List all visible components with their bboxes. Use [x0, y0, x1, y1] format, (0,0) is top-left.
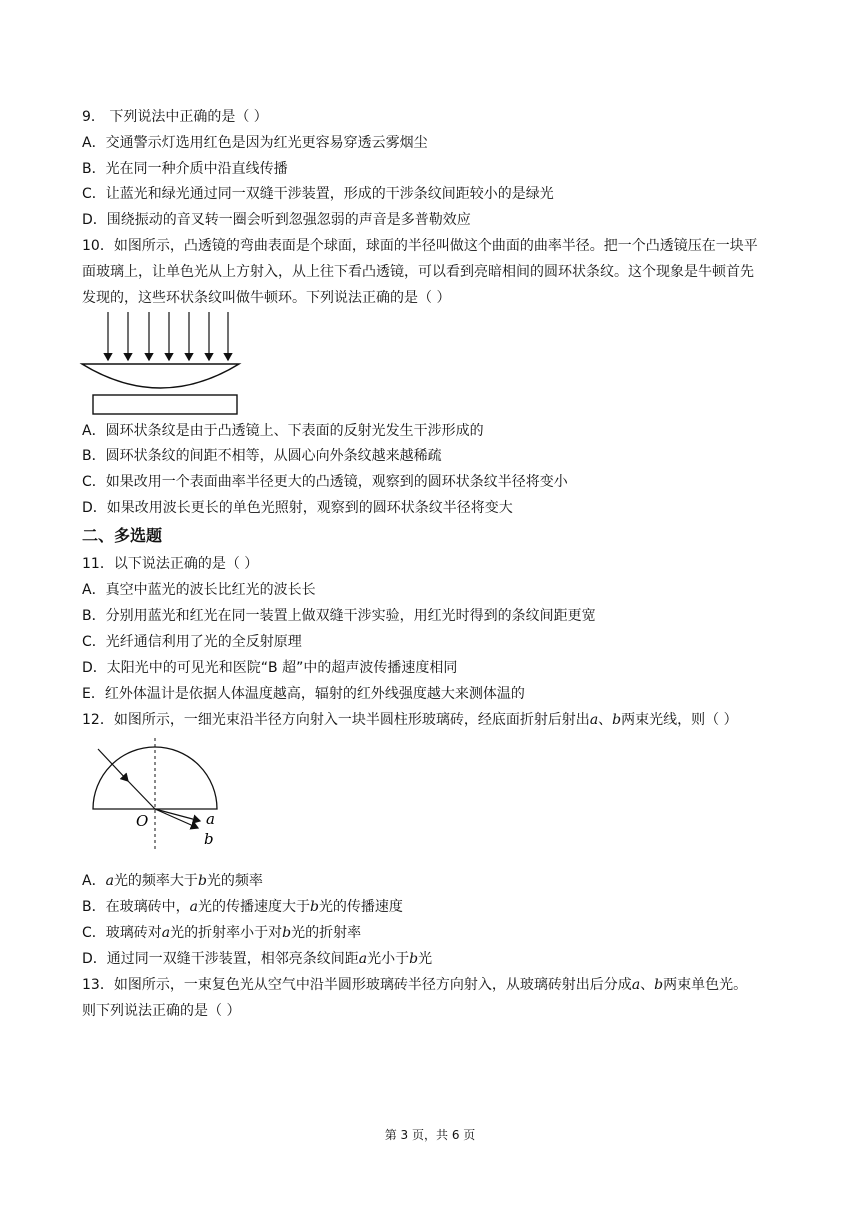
q12-stem	[82, 710, 738, 730]
q11-option-a: A．真空中蓝光的波长比红光的波长长	[82, 582, 316, 598]
q13-stem-part1: 13．如图所示，一束复色光从空气中沿半圆形玻璃砖半径方向射入，从玻璃砖射出后分成	[82, 977, 632, 993]
option-text: 光小于	[367, 951, 410, 967]
var-b: b	[409, 951, 419, 967]
q10-option-d: D．如果改用波长更长的单色光照射，观察到的圆环状条纹半径将变大	[82, 500, 513, 516]
q9-option-b: B．光在同一种介质中沿直线传播	[82, 161, 288, 177]
q13-stem-line1	[82, 975, 747, 995]
var-a: a	[358, 951, 368, 967]
option-text: 光的频率大于	[113, 873, 198, 889]
var-a: a	[161, 925, 171, 941]
q10-stem-line3: 发现的，这些环状条纹叫做牛顿环。下列说法正确的是（ ）	[82, 290, 451, 306]
q12-option-c	[82, 923, 361, 943]
option-text: 光的传播速度	[318, 899, 403, 915]
var-b: b	[282, 925, 292, 941]
q10-option-c: C．如果改用一个表面曲率半径更大的凸透镜，观察到的圆环状条纹半径将变小	[82, 474, 568, 490]
q9-option-d: D．围绕振动的音叉转一圈会听到忽强忽弱的声音是多普勒效应	[82, 212, 471, 228]
label-a: a	[206, 810, 215, 828]
incident-light-arrows	[108, 312, 228, 360]
q11-option-e: E．红外体温计是依据人体温度越高，辐射的红外线强度越大来测体温的	[82, 686, 525, 702]
var-a: a	[589, 712, 599, 728]
q11-option-c: C．光纤通信利用了光的全反射原理	[82, 634, 302, 650]
label-b: b	[204, 830, 214, 848]
var-a: a	[189, 899, 198, 915]
option-text: 光	[418, 951, 433, 967]
var-b: b	[197, 873, 207, 889]
q10-stem-line2: 面玻璃上，让单色光从上方射入，从上往下看凸透镜，可以看到亮暗相间的圆环状条纹。这个现象是牛顿首先	[82, 264, 754, 280]
convex-lens	[82, 364, 239, 388]
semicircle-refraction-figure	[88, 733, 228, 851]
q11-option-b: B．分别用蓝光和红光在同一装置上做双缝干涉实验，用红光时得到的条纹间距更宽	[82, 608, 596, 624]
q11-option-d: D．太阳光中的可见光和医院“B 超”中的超声波传播速度相同	[82, 660, 458, 676]
q12-stem-part2: 两束光线，则（ ）	[621, 712, 738, 728]
q12-option-a	[82, 871, 263, 891]
option-text: 光的折射率	[291, 925, 362, 941]
q9-stem: 9． 下列说法中正确的是（ ）	[82, 109, 268, 125]
q10-option-a: A．圆环状条纹是由于凸透镜上、下表面的反射光发生干涉形成的	[82, 423, 484, 439]
q13-stem-line2: 则下列说法正确的是（ ）	[82, 1003, 241, 1019]
incident-ray-tail	[128, 781, 155, 809]
q12-option-d	[82, 949, 432, 969]
page-footer: 第 3 页，共 6 页	[384, 1128, 476, 1142]
option-prefix: D．通过同一双缝干涉装置，相邻亮条纹间距	[82, 951, 359, 967]
var-a: a	[631, 977, 641, 993]
glass-plate	[93, 395, 237, 414]
q10-option-b: B．圆环状条纹的间距不相等，从圆心向外条纹越来越稀疏	[82, 448, 442, 464]
var-b: b	[309, 899, 319, 915]
option-prefix: C．玻璃砖对	[82, 925, 162, 941]
q12-option-b	[82, 897, 403, 917]
option-text: 光的折射率小于对	[170, 925, 283, 941]
separator: 、	[640, 977, 655, 993]
var-b: b	[612, 712, 622, 728]
var-b: b	[654, 977, 664, 993]
separator: 、	[598, 712, 613, 728]
q10-stem-line1: 10．如图所示，凸透镜的弯曲表面是个球面，球面的半径叫做这个曲面的曲率半径。把一个凸透镜压在一块平	[82, 238, 758, 254]
option-text: 光的频率	[206, 873, 263, 889]
option-prefix: A．	[82, 873, 106, 889]
var-a: a	[105, 873, 114, 889]
q9-option-c: C．让蓝光和绿光通过同一双缝干涉装置，形成的干涉条纹间距较小的是绿光	[82, 186, 554, 202]
q9-option-a: A．交通警示灯选用红色是因为红光更容易穿透云雾烟尘	[82, 135, 428, 151]
option-prefix: B．在玻璃砖中，	[82, 899, 190, 915]
q12-stem-part1: 12．如图所示，一细光束沿半径方向射入一块半圆柱形玻璃砖，经底面折射后射出	[82, 712, 590, 728]
label-o: O	[136, 812, 149, 830]
section-title: 二、多选题	[82, 526, 163, 545]
newton-rings-figure	[78, 308, 248, 420]
q13-stem-part2: 两束单色光。	[663, 977, 748, 993]
q11-stem: 11．以下说法正确的是（ ）	[82, 556, 259, 572]
option-text: 光的传播速度大于	[197, 899, 310, 915]
